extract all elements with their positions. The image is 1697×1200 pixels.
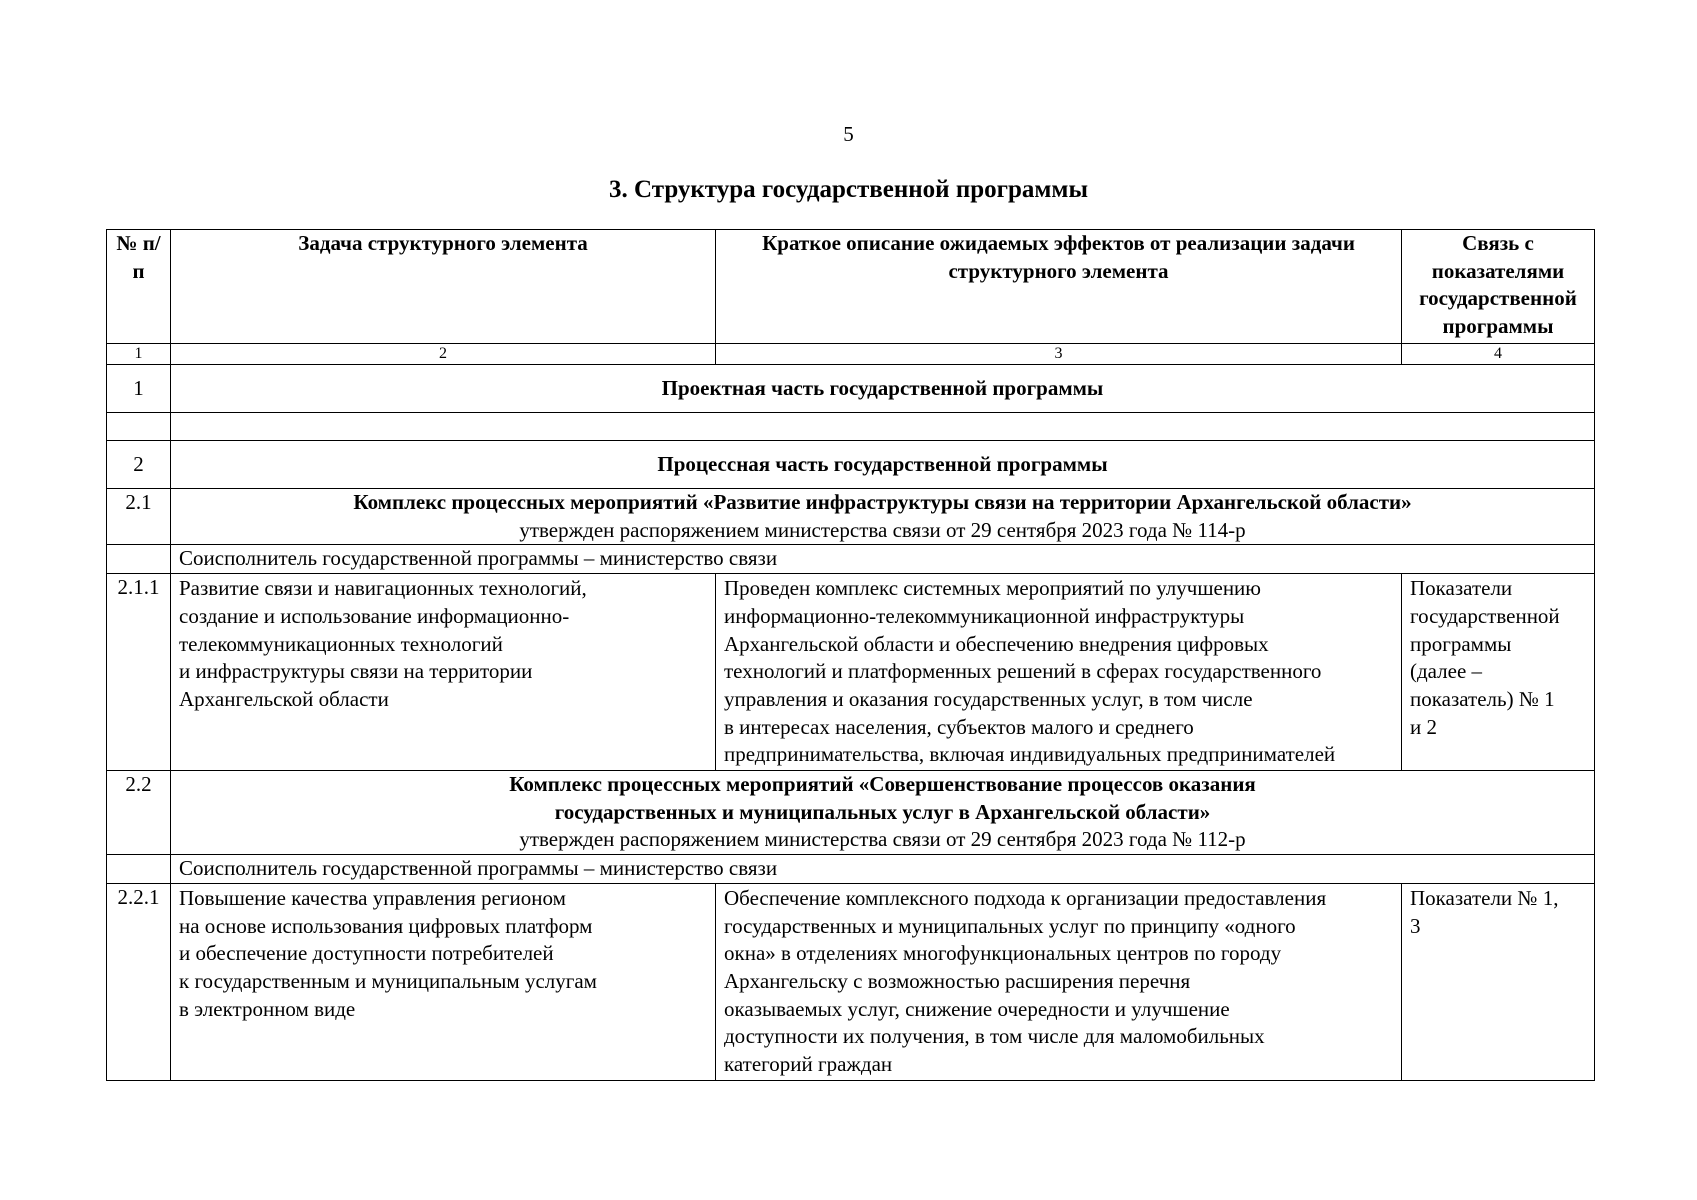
process-part-title: Процессная часть государственной программы (171, 441, 1595, 489)
empty-cell (107, 855, 171, 884)
empty-cell (107, 413, 171, 441)
process-part-row (107, 441, 1595, 489)
complex-row (107, 771, 1595, 855)
indicators-link: Показатели государственной программы (далее – показатель) № 1 и 2 (1402, 574, 1595, 771)
project-part-title: Проектная часть государственной программы (171, 365, 1595, 413)
indicators-link: Показатели № 1, 3 (1402, 883, 1595, 1080)
empty-cell (171, 413, 1595, 441)
task-text: Повышение качества управления регионом на основе использования цифровых платформ и обеспечение доступности потребителей к государственным и муниципальным услугам в электронном виде (171, 883, 716, 1080)
empty-row (107, 413, 1595, 441)
complex-approval: утвержден распоряжением министерства связи от 29 сентября 2023 года № 114-р (519, 517, 1246, 542)
complex-cell (171, 771, 1595, 855)
empty-cell (107, 545, 171, 574)
header-description: Краткое описание ожидаемых эффектов от реализации задачи структурного элемента (716, 230, 1402, 344)
row-number: 2.1.1 (107, 574, 171, 771)
coexecutor-row (107, 855, 1595, 884)
row-number: 2.1 (107, 489, 171, 545)
task-row (107, 883, 1595, 1080)
complex-title: Комплекс процессных мероприятий «Развитие инфраструктуры связи на территории Архангельской области» (353, 490, 1412, 514)
structure-table (106, 229, 1595, 1081)
column-number: 1 (107, 344, 171, 365)
effect-description: Обеспечение комплексного подхода к организации предоставления государственных и муниципальных услуг по принципу «одного окна» в отделениях многофункциональных центров по городу Архангельску с возможностью расширения перечня оказываемых услуг, снижение очередности и улучшение доступности их получения, в том числе для маломобильных категорий граждан (716, 883, 1402, 1080)
row-number: 2.2 (107, 771, 171, 855)
header-indicators-link: Связь с показателями государственной программы (1402, 230, 1595, 344)
coexecutor-row (107, 545, 1595, 574)
column-number: 4 (1402, 344, 1595, 365)
complex-title: Комплекс процессных мероприятий «Совершенствование процессов оказания государственных и муниципальных услуг в Архангельской области» (509, 772, 1256, 824)
column-number-row (107, 344, 1595, 365)
row-number: 1 (107, 365, 171, 413)
section-title: 3. Структура государственной программы (609, 176, 1088, 203)
complex-row (107, 489, 1595, 545)
table-header-row (107, 230, 1595, 344)
header-num: № п/п (107, 230, 171, 344)
column-number: 3 (716, 344, 1402, 365)
row-number: 2 (107, 441, 171, 489)
complex-approval: утвержден распоряжением министерства связи от 29 сентября 2023 года № 112-р (519, 827, 1246, 852)
coexecutor-text: Соисполнитель государственной программы – министерство связи (171, 855, 1595, 884)
task-text: Развитие связи и навигационных технологий, создание и использование информационно- телекоммуникационных технологий и инфраструктуры связи на территории Архангельской области (171, 574, 716, 771)
page-number: 5 (843, 122, 854, 146)
column-number: 2 (171, 344, 716, 365)
complex-cell (171, 489, 1595, 545)
header-task: Задача структурного элемента (171, 230, 716, 344)
project-part-row (107, 365, 1595, 413)
coexecutor-text: Соисполнитель государственной программы – министерство связи (171, 545, 1595, 574)
row-number: 2.2.1 (107, 883, 171, 1080)
effect-description: Проведен комплекс системных мероприятий по улучшению информационно-телекоммуникационной инфраструктуры Архангельской области и обеспечению внедрения цифровых технологий и платформенных решений в сферах государственного управления и оказания государственных услуг, в том числе в интересах населения, субъектов малого и среднего предпринимательства, включая индивидуальных предпринимателей (716, 574, 1402, 771)
task-row (107, 574, 1595, 771)
